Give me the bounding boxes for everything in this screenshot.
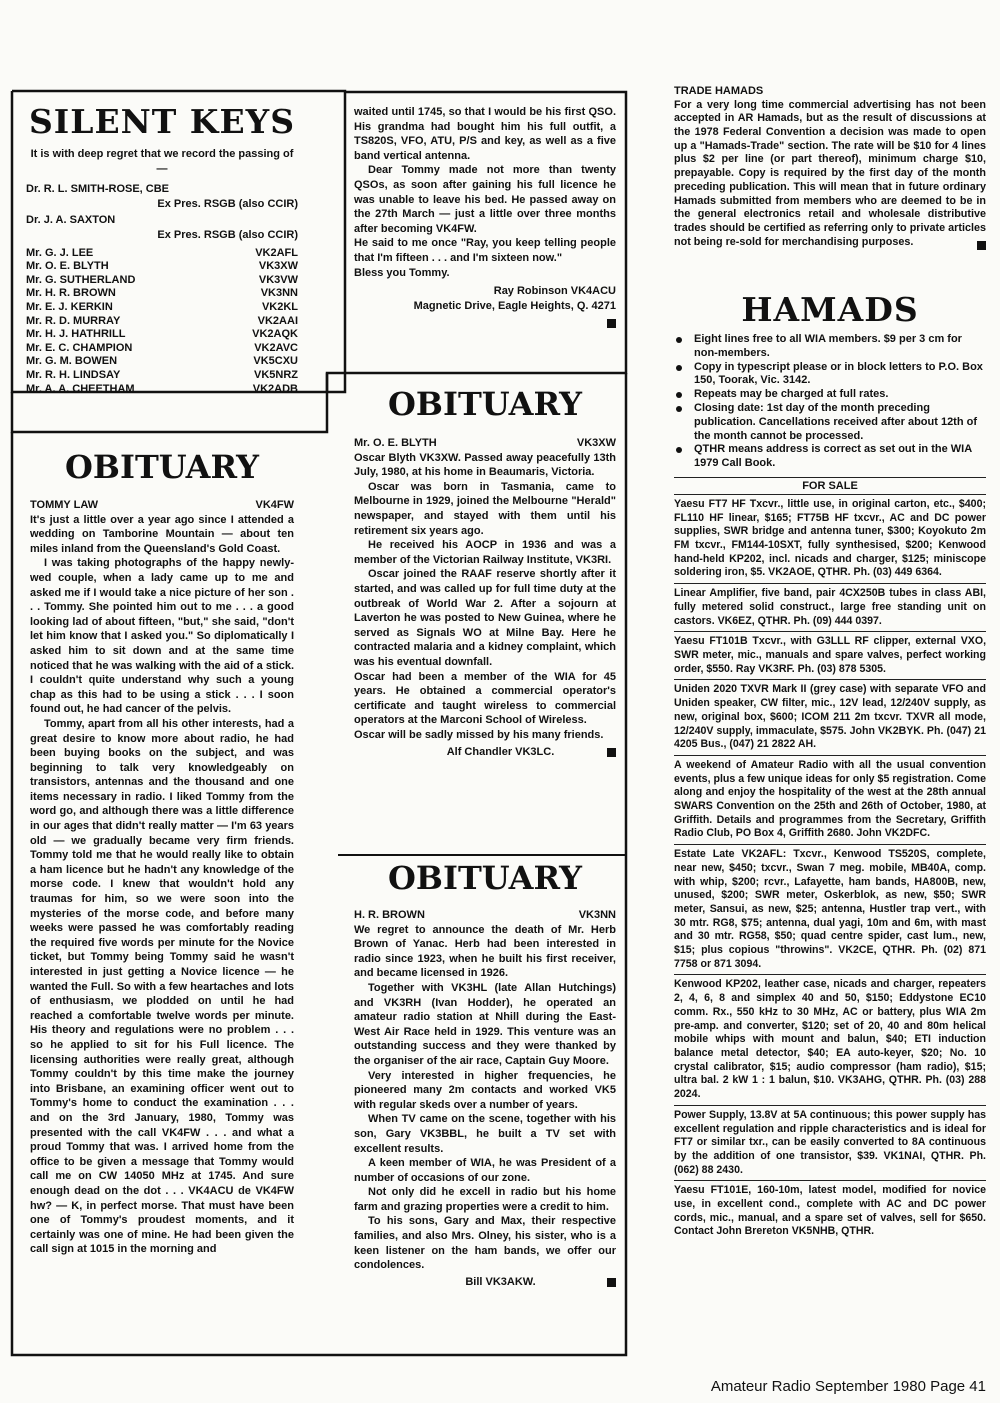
obituary-brown: [354, 858, 616, 1289]
paragraph: Oscar will be sadly missed by his many friends.: [354, 728, 604, 741]
list-item: Copy in typescript please or in block letters to P.O. Box 150, Toorak, Vic. 3142.: [674, 361, 986, 389]
signature-address: Magnetic Drive, Eagle Heights, Q. 4271: [413, 299, 616, 312]
hamads-rules: [674, 333, 986, 471]
obituary-name: H. R. BROWN: [354, 909, 425, 921]
list-item: Mr. G. SUTHERLAND VK3VW: [26, 273, 298, 286]
paragraph: Oscar Blyth VK3XW. Passed away peacefully 13th July, 1980, at his home in Beaumaris, Victoria.: [354, 451, 616, 479]
trade-hamads-text: For a very long time commercial advertising has not been accepted in AR Hamads, but as the result of discussions at the 1978 Federal Convention a decision was made to open up a "Hamads-Trade" section. The rate will be $10 for 4 lines plus $2 per line (or part thereof), minimum charge $10, prepayable. Copy is required by the first day of the month preceding publication. This will mean that in future ordinary Hamads submitted from members who are deemed to be in the general electronics retail and wholesale distributive trades should be certified as referring only to private articles not being re-sold for merchandising purposes.: [674, 98, 986, 248]
list-item: Closing date: 1st day of the month preceding publication. Cancellations received after about 12th of the month cannot be processed.: [674, 402, 986, 443]
page-footer: Amateur Radio September 1980 Page 41: [710, 1378, 986, 1395]
end-mark-icon: [607, 1278, 616, 1287]
paragraph: Oscar had been a member of the WIA for 45 years. He obtained a commercial operator's certificate and taught wireless to commercial operators at the Marconi School of Wireless.: [354, 670, 616, 727]
list-item: Mr. E. C. CHAMPION VK2AVC: [26, 341, 298, 354]
obituary-callsign: VK3NN: [578, 909, 616, 921]
obituary-header: [354, 908, 616, 923]
silent-keys-intro: It is with deep regret that we record the passing of —: [30, 148, 294, 175]
obituary-title: OBITUARY: [65, 448, 259, 486]
list-item: Mr. R. D. MURRAY VK2AAI: [26, 314, 298, 327]
obituary-header: [354, 436, 616, 451]
list-item: Mr. H. R. BROWN VK3NN: [26, 287, 298, 300]
person-name: Dr. R. L. SMITH-ROSE, CBE: [26, 183, 170, 196]
trade-hamads-title: TRADE HAMADS: [674, 85, 764, 97]
trade-hamads-section: [674, 84, 986, 255]
paragraph: Dear Tommy made not more than twenty QSOs, as soon after gaining his full licence he was unable to leave his bed. He passed away on the 27th March — just a little over three months after becoming VK4FW.: [354, 164, 616, 235]
classified-ad: Yaesu FT7 HF Txcvr., little use, in original carton, etc., $400; FL110 HF linear, $165; FT75B HF txcvr., AC and DC power supplies, SWR bridge and antenna tuner, $300; Koyokuto 2m FM txcvr., FM144-10SXT, fully synthesised, $200; Kenwood hand-held KP202, incl. nicads and charger, $125; miniscope soldering iron, $5. VK2AOE, QTHR. Ph. (03) 449 6364.: [674, 495, 986, 584]
classified-ad: Kenwood KP202, leather case, nicads and charger, repeaters 2, 4, 6, 8 and simplex 40 and 50, $150; Eddystone EC10 comm. Rx., 550 kHz to 30 MHz, AC or battery, plus WIA 2m pre-amp. and converter, $120; set of 20, 40 and 80m helical mobile whips with mount and balun, $40; ETI induction balance metal detector, $40; EA auto-keyer, $20; No. 10 crystal calibrator, $15; audio compressor (ham radio), $15; ultra bal. 2 kW 1 : 1 balun, $10. VK3AHG, QTHR. Ph. (03) 288 2024.: [674, 975, 986, 1105]
paragraph: Not only did he excell in radio but his home farm and grazing properties were a credit to him.: [354, 1186, 616, 1213]
bullet-icon: [676, 447, 682, 453]
signature: Ray Robinson VK4ACU: [493, 285, 616, 298]
paragraph: He received his AOCP in 1936 and was a member of the Victorian Railway Institute, VK3RI.: [354, 539, 616, 566]
obituary-header: [30, 498, 294, 513]
list-item: Mr. A. A. CHEETHAM VK2ADB: [26, 382, 298, 395]
hamads-title: HAMADS: [741, 290, 919, 329]
obituary-name: Mr. O. E. BLYTH: [354, 437, 437, 449]
classified-ad: Power Supply, 13.8V at 5A continuous; this power supply has excellent regulation and ripple characteristics and is ideal for FT7 or similar txr., can be easily converted to 8A continuous by the addition of one transistor, $39. VK1NAI, QTHR. Ph. (062) 88 2430.: [674, 1106, 986, 1182]
signature: Bill VK3AKW.: [465, 1275, 536, 1288]
paragraph: I was taking photographs of the happy newly-wed couple, when a lady came up to me and asked me if I would take a nice picture of her son . . . Tommy. She pointed him out to me . . . a good looking lad of about fifteen, "but," she said, "don't let him know that I asked you." So diplomatically I asked him to sit down and at the same time noticed that he was walking with the aid of a stick. I couldn't quite understand why such a young chap as this had to be using a stick . . . I soon found out, he had cancer of the pelvis.: [30, 557, 294, 716]
signature: Alf Chandler VK3LC.: [446, 746, 555, 759]
paragraph: When TV came on the scene, together with his son, Gary VK3BBL, he built a TV set with excellent results.: [354, 1113, 616, 1155]
list-item: QTHR means address is correct as set out in the WIA 1979 Call Book.: [674, 443, 986, 471]
classified-ads: [674, 495, 986, 1242]
tommy-law-continued: [354, 105, 616, 333]
hamads-section: [674, 290, 986, 1242]
obituary-callsign: VK4FW: [255, 499, 294, 511]
obituary-tommy-law: [30, 448, 294, 1257]
silent-keys-member-list: [26, 247, 298, 397]
for-sale-heading: FOR SALE: [674, 477, 986, 495]
obituary-blyth: [354, 384, 616, 760]
person-detail: Ex Pres. RSGB (also CCIR): [157, 197, 298, 210]
obituary-title: OBITUARY: [388, 859, 582, 897]
end-mark-icon: [977, 241, 986, 250]
classified-ad: Linear Amplifier, five band, pair 4CX250B tubes in class ABI, fully metered solid construct., large free standing unit on castors. VK6EZ, QTHR. Ph. (09) 444 0397.: [674, 584, 986, 632]
list-item: Mr. E. J. KERKIN VK2KL: [26, 300, 298, 313]
end-mark-icon: [607, 748, 616, 757]
classified-ad: Estate Late VK2AFL: Txcvr., Kenwood TS520S, complete, near new, $450; txcvr., Swan 7 meg. mobile, MB40A, comp. with whip, $200; rcvr., Lafayette, ham bands, HA800B, new, unused, $200; SWR meter, Oskerblok, as new, $50; SWR meter, Sansui, as new, $25; antenna, Hustler trap vert., with 30 mtr. RG8, $75; antenna, dual yagi, 10m and 6m, with mast and 30 mtr. RG58, $50; quad centre spider, cast lum., new, $15; plus copious "throwins". VK2CE, QTHR. Ph. (02) 871 7758 or 871 3094.: [674, 845, 986, 975]
list-item: Mr. O. E. BLYTH VK3XW: [26, 260, 298, 273]
person-name: Dr. J. A. SAXTON: [26, 214, 116, 227]
list-item: Repeats may be charged at full rates.: [674, 388, 986, 402]
paragraph: We regret to announce the death of Mr. Herb Brown of Yanac. Herb had been interested in radio since 1923, when he built his first receiver, and became licensed in 1926.: [354, 923, 616, 980]
list-item: Mr. G. J. LEE VK2AFL: [26, 246, 298, 259]
list-item: Mr. H. J. HATHRILL VK2AQK: [26, 328, 298, 341]
bullet-icon: [676, 406, 682, 412]
paragraph: Oscar joined the RAAF reserve shortly after it started, and was called up for full time duty at the outbreak of World War 2. After a sojourn at Laverton he was posted to New Guinea, where he served as Signals WO at Milne Bay. Here he contracted malaria and a kidney complaint, which was his eventual downfall.: [354, 568, 616, 668]
list-item: Mr. R. H. LINDSAY VK5NRZ: [26, 368, 298, 381]
paragraph: waited until 1745, so that I would be his first QSO. His grandma had bought him his full outfit, a TS820S, VFO, ATU, P/S and key, as well as a five band vertical antenna.: [354, 106, 616, 162]
person-detail: Ex Pres. RSGB (also CCIR): [157, 228, 298, 241]
bullet-icon: [676, 392, 682, 398]
end-mark-icon: [607, 319, 616, 328]
silent-keys-title: SILENT KEYS: [28, 102, 296, 141]
classified-ad: Uniden 2020 TXVR Mark II (grey case) with separate VFO and Uniden speaker, CW filter, mic., 12V lead, 12/240V supply, as new, original box, $600; ICOM 211 2m txcvr. TXVR all mode, 12/240V supply, immaculate, $575. John VK2BYK. Ph. (047) 21 4205 Bus., (047) 21 2822 AH.: [674, 680, 986, 756]
silent-keys-section: [26, 101, 298, 396]
obituary-title: OBITUARY: [388, 385, 582, 423]
list-item: Mr. G. M. BOWEN VK5CXU: [26, 355, 298, 368]
paragraph: To his sons, Gary and Max, their respective families, and also Mrs. Olney, his sister, who is a keen listener on the ham bands, we offer our condolences.: [354, 1215, 616, 1272]
paragraph: Oscar was born in Tasmania, came to Melbourne in 1929, joined the Melbourne "Herald" newspaper, and stayed with them until his retirement six years ago.: [354, 480, 616, 537]
paragraph: Very interested in higher frequencies, he pioneered many 2m contacts and worked VK5 with regular skeds over a number of years.: [354, 1069, 616, 1111]
bullet-icon: [676, 365, 682, 371]
obituary-name: TOMMY LAW: [30, 499, 99, 511]
obituary-callsign: VK3XW: [576, 437, 616, 449]
list-item: Eight lines free to all WIA members. $9 per 3 cm for non-members.: [674, 333, 986, 361]
classified-ad: Yaesu FT101B Txcvr., with G3LLL RF clipper, external VXO, SWR meter, mic., manuals and spare valves, perfect working order, $550. Ray VK3RF. Ph. (03) 878 5305.: [674, 632, 986, 680]
paragraph: Tommy, apart from all his other interests, had a great desire to know more about radio, he had been buying books on the subject, and was beginning to talk very knowledgeably on transistors, antennas and the thousand and one items necessary in radio. I liked Tommy from the word go, and although there was a little difference in our ages that didn't really matter — I'm 63 years old — we gradually became very firm friends. Tommy told me that he would really like to obtain a ham licence but he hadn't any knowledge of the morse code. I knew that wouldn't hold any traumas for him, so we were soon into the mysteries of the morse code, and before many weeks were passed he was comfortably reading the required five words per minute for the Novice ticket, but Tommy being Tommy said he wasn't interested in just getting a Novice licence — he wanted the Full. So with a few heartaches and lots of enthusiasm, we plodded on until he had reached a comfortable twelve words per minute. His theory and regulations were no problem . . . so he applied to sit for his Full licence. The licensing authorities were really great, although Tommy couldn't by this time make the journey into Brisbane, an examining officer went out to Tommy's home to conduct the examination . . . and on the 3rd January, 1980, Tommy was presented with the call VK4FW . . . and what a proud Tommy that was. I arrived home from the office to be given a message that Tommy would call me on CW 14050 MHz at 1745. And sure enough dead on the dot . . . VK4ACU de VK4FW hw? — K, in perfect morse. That must have been one of Tommy's proudest moments, and it certainly was one of mine. He had been given the call sign at 1015 in the morning and: [30, 717, 294, 1256]
classified-ad: Yaesu FT101E, 160-10m, latest model, modified for novice use, in excellent cond., complete with AC and DC power cords, mic., manual, and a spare set of valves, sell for $650. Contact John Brereton VK5NHB, QTHR.: [674, 1184, 986, 1238]
paragraph: Together with VK3HL (late Allan Hutchings) and VK3RH (Ivan Hodder), he operated an amateur radio station at Nhill during the East-West Air Race held in 1929. This venture was an outstanding success and they were thanked by the organiser of the air race, Captain Guy Moore.: [354, 981, 616, 1067]
bullet-icon: [676, 337, 682, 343]
paragraph: He said to me once "Ray, you keep telling people that I'm fifteen . . . and I'm sixteen now.": [354, 237, 616, 264]
paragraph: It's just a little over a year ago since I attended a wedding on Tamborine Mountain — about ten miles inland from the Queensland's Gold Coast.: [30, 513, 294, 555]
classified-ad: A weekend of Amateur Radio with all the usual convention events, plus a few unique ideas for only $5 registration. Come along and enjoy the hospitality of the west at the 28th annual SWARS Convention on the 25th and 26th of October, 1980, at Griffith. Details and programmes from the Secretary, Griffith Radio Club, PO Box 4, Griffith 2680. John VK2DFC.: [674, 756, 986, 845]
paragraph: A keen member of WIA, he was President of a number of occasions of our zone.: [354, 1157, 616, 1184]
paragraph: Bless you Tommy.: [354, 266, 450, 279]
